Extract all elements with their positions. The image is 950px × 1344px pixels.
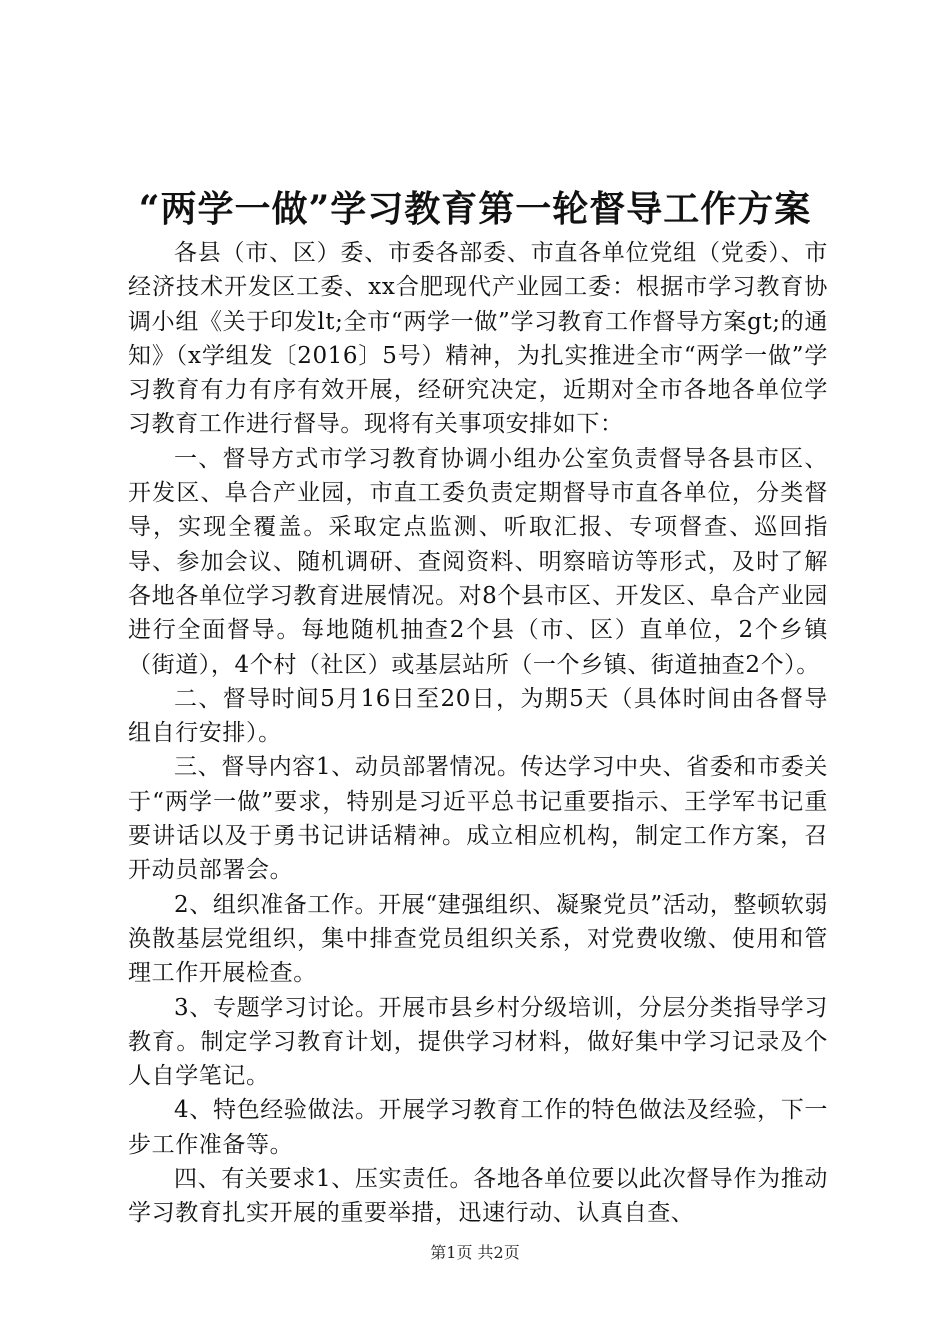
paragraph-section-2: 二、督导时间5月16日至20日，为期5天（具体时间由各督导组自行安排）。 bbox=[128, 685, 828, 747]
document-title: “两学一做”学习教育第一轮督导工作方案 bbox=[138, 188, 812, 230]
paragraph-item-4: 4、特色经验做法。开展学习教育工作的特色做法及经验，下一步工作准备等。 bbox=[128, 1097, 828, 1158]
paragraph-item-3: 3、专题学习讨论。开展市县乡村分级培训，分层分类指导学习教育。制定学习教育计划，提供学习材料，做好集中学习记录及个人自学笔记。 bbox=[128, 994, 828, 1090]
paragraph-item-2: 2、组织准备工作。开展“建强组织、凝聚党员”活动，整顿软弱涣散基层党组织，集中排查党员组织关系，对党费收缴、使用和管理工作开展检查。 bbox=[128, 891, 828, 987]
paragraph-section-3: 三、督导内容1、动员部署情况。传达学习中央、省委和市委关于“两学一做”要求，特别是习近平总书记重要指示、王学军书记重要讲话以及于勇书记讲话精神。成立相应机构，制定工作方案，召开动员部署会。 bbox=[128, 754, 828, 884]
paragraph-section-4: 四、有关要求1、压实责任。各地各单位要以此次督导作为推动学习教育扎实开展的重要举措，迅速行动、认真自查、 bbox=[128, 1166, 828, 1227]
paragraph-section-1: 一、督导方式市学习教育协调小组办公室负责督导各县市区、开发区、阜合产业园，市直工委负责定期督导市直各单位，分类督导，实现全覆盖。采取定点监测、听取汇报、专项督查、巡回指导、参加会议、随机调研、查阅资料、明察暗访等形式，及时了解各地各单位学习教育进展情况。对8个县市区、开发区、阜合产业园进行全面督导。每地随机抽查2个县（市、区）直单位，2个乡镇（街道），4个村（社区）或基层站所（一个乡镇、街道抽查2个）。 bbox=[128, 445, 828, 678]
page-number: 第1页 共2页 bbox=[430, 1243, 520, 1262]
paragraph-intro: 各县（市、区）委、市委各部委、市直各单位党组（党委）、市经济技术开发区工委、xx合肥现代产业园工委：根据市学习教育协调小组《关于印发lt;全市“两学一做”学习教育工作督导方案gt;的通知》（x学组发〔2016〕5号）精神，为扎实推进全市“两学一做”学习教育有力有序有效开展，经研究决定，近期对全市各地各单位学习教育工作进行督导。现将有关事项安排如下： bbox=[128, 240, 828, 438]
document-body bbox=[128, 236, 828, 1231]
